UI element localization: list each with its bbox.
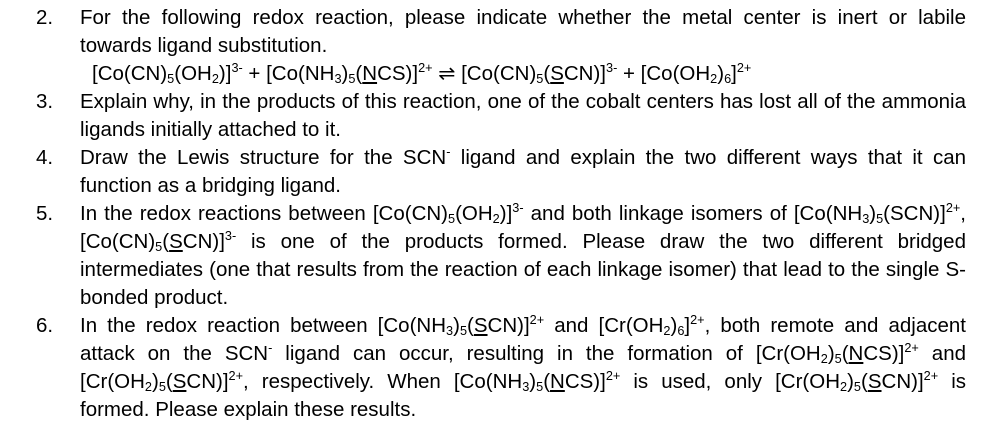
question-text: In the redox reaction between $[Co(NH_3)_5(SCN)]^{2+}$ and $[Cr(OH_2)_6]^{2+}$, both remote and adjacent attack on the SCN- ligand can occur, resulting in the formation of $[Cr(OH_2)_5(NCS)]^{2+}$ and $[Cr(OH_2)_5(SCN)]^{2+}$, respectively. When $[Co(NH_3)_5(NCS)]^{2+}$ is used, only $[Cr(OH_2)_5(SCN)]^{2+}$ is formed. Please explain these results. [80, 311, 967, 421]
question-text: Explain why, in the products of this reaction, one of the cobalt centers has lost all of the ammonia ligands initially attached to it. [80, 90, 966, 141]
question-text: For the following redox reaction, please indicate whether the metal center is inert or labile towards ligand substitution. [80, 6, 966, 57]
question-number: 2. [36, 6, 54, 29]
question-3 [36, 88, 966, 144]
question-number: 3. [36, 90, 54, 113]
question-number: 6. [36, 314, 54, 337]
question-6 [36, 312, 966, 424]
question-text: In the redox reactions between $[Co(CN)_5(OH_2)]^{3-}$ and both linkage isomers of $[Co(NH_3)_5(SCN)]^{2+}$, $[Co(CN)_5(SCN)]^{3-}$ is one of the products formed. Please draw the two different bridged intermediates (one that results from the reaction of each linkage isomer) that lead to the single S-bonded product. [80, 199, 966, 309]
question-number: 4. [36, 146, 54, 169]
question-text: Draw the Lewis structure for the SCN- ligand and explain the two different ways that it can function as a bridging ligand. [80, 143, 966, 197]
question-number: 5. [36, 202, 54, 225]
question-5 [36, 200, 966, 312]
redox-equation: $[Co(CN)_5(OH_2)]^{3-} + [Co(NH_3)_5(NCS)]^{2+}$ ⇌ $[Co(CN)_5(SCN)]^{3-} + [Co(OH_2)_6]^{2+}$ [92, 59, 752, 87]
question-4 [36, 144, 966, 200]
question-2 [36, 4, 966, 60]
